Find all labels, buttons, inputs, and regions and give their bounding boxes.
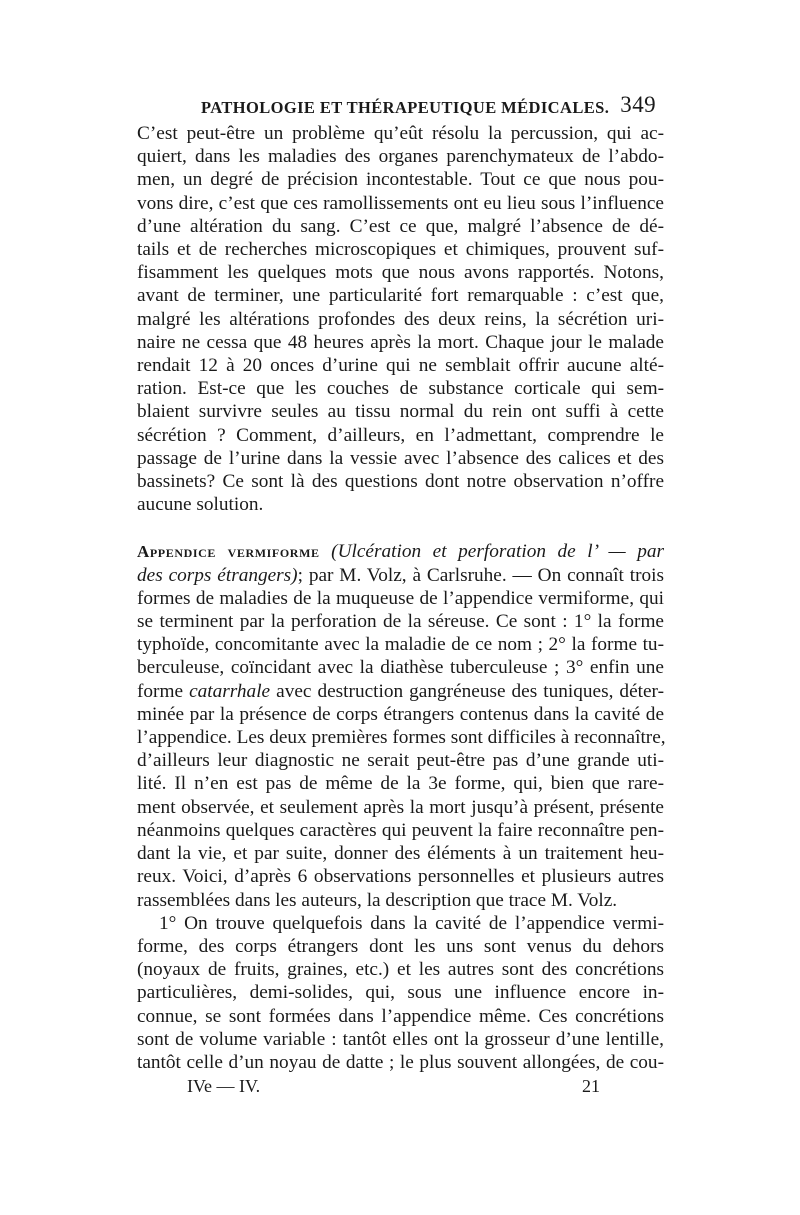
text-line: bassinets? Ce sont là des questions dont notre observation n’offre	[137, 471, 664, 493]
sheet-number: 21	[582, 1076, 600, 1097]
text-line: se terminent par la perforation de la séreuse. Ce sont : 1° la forme	[137, 611, 664, 633]
text-run: ; par M. Volz, à Carlsruhe. — On connaît trois	[297, 564, 664, 586]
paragraph-kidney-discussion	[137, 122, 664, 516]
text-line: tails et de recherches microscopiques et chimiques, prouvent suf-	[137, 239, 664, 261]
book-page	[137, 92, 664, 1102]
text-line: particulières, demi-solides, qui, sous une influence encore in-	[137, 982, 664, 1004]
text-line: berculeuse, coïncidant avec la diathèse tuberculeuse ; 3° enfin une	[137, 657, 664, 679]
italic-text: des corps étrangers)	[137, 564, 298, 586]
text-line: rassemblées dans les auteurs, la description que trace M. Volz.	[137, 889, 618, 911]
paragraph-appendix-section	[137, 540, 664, 911]
text-line: malgré les altérations profondes des deux reins, la sécrétion uri-	[137, 308, 664, 330]
text-line	[137, 680, 664, 703]
text-line: fisamment les quelques mots que nous avons rapportés. Notons,	[137, 262, 664, 284]
section-heading-line	[137, 540, 664, 563]
text-line: d’ailleurs leur diagnostic ne serait peut-être pas d’une grande uti-	[137, 750, 664, 772]
text-line: formes de maladies de la muqueuse de l’appendice vermiforme, qui	[137, 587, 664, 609]
text-line: minée par la présence de corps étrangers contenus dans la cavité de	[137, 703, 664, 725]
text-line: dant la vie, et par suite, donner des éléments à un traitement heu-	[137, 843, 664, 865]
running-title: PATHOLOGIE ET THÉRAPEUTIQUE MÉDICALES.	[201, 98, 610, 117]
text-line: blaient survivre seules au tissu normal du rein ont suffi à cette	[137, 401, 664, 423]
paragraph-foreign-bodies	[137, 912, 664, 1074]
section-heading: Appendice vermiforme	[137, 542, 320, 562]
text-line: lité. Il n’en est pas de même de la 3e forme, qui, bien que rare-	[137, 773, 664, 795]
text-line: C’est peut-être un problème qu’eût résolu la percussion, qui ac-	[137, 123, 664, 144]
text-line: reux. Voici, d’après 6 observations personnelles et plusieurs autres	[137, 866, 664, 888]
text-line: 1° On trouve quelquefois dans la cavité de l’appendice vermi-	[159, 912, 664, 934]
paragraph-gap	[137, 516, 664, 540]
text-line: sécrétion ? Comment, d’ailleurs, en l’admettant, comprendre le	[137, 424, 664, 446]
text-line: l’appendice. Les deux premières formes sont difficiles à reconnaître,	[137, 727, 666, 749]
text-line: vons dire, c’est que ces ramollissements ont eu lieu sous l’influence	[137, 192, 664, 214]
text-line: men, un degré de précision incontestable. Tout ce que nous pou-	[137, 169, 664, 191]
text-line: néanmoins quelques caractères qui peuvent la faire reconnaître pen-	[137, 819, 664, 841]
text-line: ration. Est-ce que les couches de substance corticale qui sem-	[137, 378, 664, 400]
text-line: d’une altération du sang. C’est ce que, malgré l’absence de dé-	[137, 215, 664, 237]
text-line: (noyaux de fruits, graines, etc.) et les autres sont des concrétions	[137, 959, 664, 981]
text-line: forme, des corps étrangers dont les uns sont venus du dehors	[137, 935, 664, 957]
text-line: connue, se sont formées dans l’appendice même. Ces concrétions	[137, 1005, 664, 1027]
text-line: aucune solution.	[137, 494, 264, 516]
section-heading-italic: (Ulcération et perforation de l’ — par	[331, 541, 664, 563]
text-line: rendait 12 à 20 onces d’urine qui ne semblait offrir aucune alté-	[137, 355, 664, 377]
body-text	[137, 122, 664, 1074]
text-line: passage de l’urine dans la vessie avec l’absence des calices et des	[137, 447, 664, 469]
text-line: avant de terminer, une particularité fort remarquable : c’est que,	[137, 285, 664, 307]
text-run: forme	[137, 680, 190, 702]
text-line: naire ne cessa que 48 heures après la mort. Chaque jour le malade	[137, 331, 664, 353]
text-line: tantôt celle d’un noyau de datte ; le plus souvent allongées, de cou-	[137, 1051, 664, 1073]
page-footer	[137, 1076, 664, 1102]
text-line: typhoïde, concomitante avec la maladie de ce nom ; 2° la forme tu-	[137, 634, 664, 656]
page-header	[137, 92, 664, 122]
text-run: avec destruction gangréneuse des tuniques, déter-	[270, 680, 665, 702]
text-line	[137, 564, 664, 587]
text-line: sont de volume variable : tantôt elles ont la grosseur d’une lentille,	[137, 1028, 664, 1050]
page-number: 349	[620, 92, 656, 117]
text-line: quiert, dans les maladies des organes parenchymateux de l’abdo-	[137, 146, 664, 168]
italic-text: catarrhale	[189, 680, 271, 702]
text-line: ment observée, et seulement après la mort jusqu’à présent, présente	[137, 796, 664, 818]
signature-mark: IVe — IV.	[187, 1076, 261, 1097]
